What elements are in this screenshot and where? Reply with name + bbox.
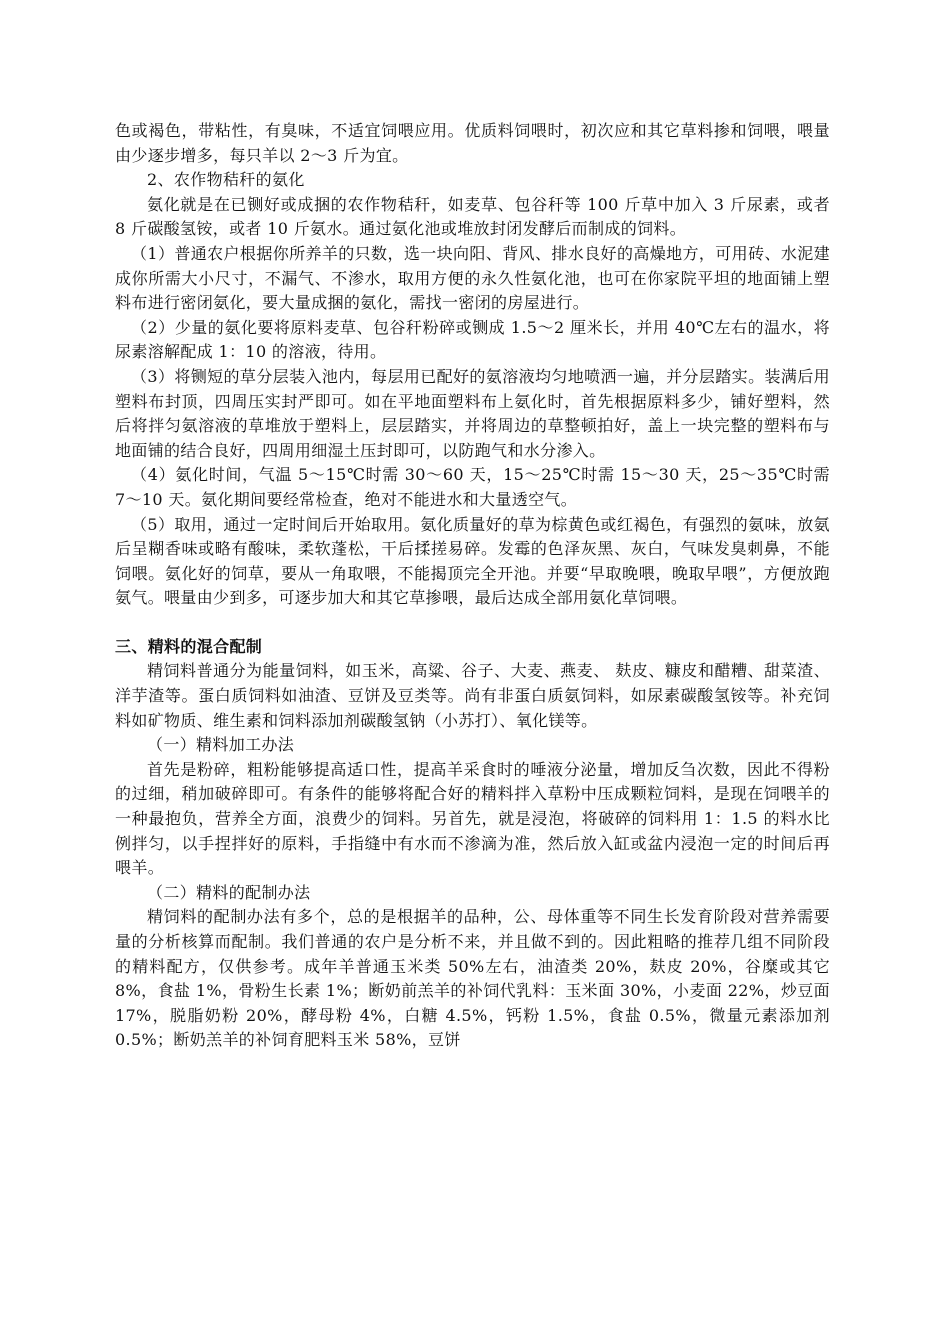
paragraph-step-2: （2）少量的氨化要将原料麦草、包谷秆粉碎或铡成 1.5～2 厘米长，并用 40℃左右的温水，将尿素溶解配成 1：10 的溶液，待用。 bbox=[115, 317, 830, 362]
subheading-processing: （一）精料加工办法 bbox=[147, 735, 295, 755]
section-spacer bbox=[115, 611, 830, 635]
paragraph-step-4: （4）氨化时间，气温 5～15℃时需 30～60 天，15～25℃时需 15～30 天，25～35℃时需 7～10 天。氨化期间要经常检查，绝对不能进水和大量透空气。 bbox=[115, 465, 830, 509]
document-page bbox=[115, 119, 830, 1053]
paragraph-continued: 色或褐色，带粘性，有臭味，不适宜饲喂应用。优质料饲喂时，初次应和其它草料掺和饲喂，喂量由少逐步增多，每只羊以 2～3 斤为宜。 bbox=[115, 121, 830, 165]
paragraph-step-3: （3）将铡短的草分层装入池内，每层用已配好的氨溶液均匀地喷洒一遍，并分层踏实。装满后用塑料布封顶，四周压实封严即可。如在平地面塑料布上氨化时，首先根据原料多少，铺好塑料，然后将拌匀氨溶液的草堆放于塑料上，层层踏实，并将周边的草整顿拍好，盖上一块完整的塑料布与地面铺的结合良好，四周用细湿土压封即可，以防跑气和水分渗入。 bbox=[115, 366, 830, 460]
paragraph-ammoniation-intro: 氨化就是在已铡好或成捆的农作物秸秆，如麦草、包谷秆等 100 斤草中加入 3 斤尿素，或者 8 斤碳酸氢铵，或者 10 斤氨水。通过氨化池或堆放封闭发酵后而制成的饲料。 bbox=[115, 194, 830, 239]
subheading-ammoniation: 2、农作物秸秆的氨化 bbox=[147, 170, 305, 190]
subheading-formulation: （二）精料的配制办法 bbox=[147, 882, 311, 902]
paragraph-concentrate-types: 精饲料普通分为能量饲料，如玉米，高粱、谷子、大麦、燕麦、 麸皮、糠皮和醋糟、甜菜渣、洋芋渣等。蛋白质饲料如油渣、豆饼及豆类等。尚有非蛋白质氨饲料，如尿素碳酸氢铵等。补充饲料如矿物质、维生素和饲料添加剂碳酸氢钠（小苏打）、氧化镁等。 bbox=[115, 661, 830, 730]
paragraph-step-1: （1）普通农户根据你所养羊的只数，选一块向阳、背风、排水良好的高燥地方，可用砖、水泥建成你所需大小尺寸，不漏气、不渗水，取用方便的永久性氨化池，也可在你家院平坦的地面铺上塑料布进行密闭氨化，要大量成捆的氨化，需找一密闭的房屋进行。 bbox=[115, 243, 830, 313]
paragraph-step-5: （5）取用，通过一定时间后开始取用。氨化质量好的草为棕黄色或红褐色，有强烈的氨味，放氨后呈糊香味或略有酸味，柔软蓬松，干后揉搓易碎。发霉的色泽灰黑、灰白，气味发臭刺鼻，不能饲喂。氨化好的饲草，要从一角取喂，不能揭顶完全开池。并要“早取晚喂，晚取早喂”，方便放跑氨气。喂量由少到多，可逐步加大和其它草掺喂，最后达成全部用氨化草饲喂。 bbox=[115, 514, 830, 608]
paragraph-processing: 首先是粉碎，粗粉能够提高适口性，提高羊采食时的唾液分泌量，增加反刍次数，因此不得粉的过细，稍加破碎即可。有条件的能够将配合好的精料拌入草粉中压成颗粒饲料，是现在饲喂羊的一种最抱负，营养全方面，浪费少的饲料。另首先，就是浸泡，将破碎的饲料用 1：1.5 的料水比例拌匀，以手捏拌好的原料，手指缝中有水而不渗滴为准，然后放入缸或盆内浸泡一定的时间后再喂羊。 bbox=[115, 759, 830, 878]
section-heading: 三、精料的混合配制 bbox=[115, 636, 263, 656]
paragraph-formulation: 精饲料的配制办法有多个，总的是根据羊的品种，公、母体重等不同生长发育阶段对营养需要量的分析核算而配制。我们普通的农户是分析不来，并且做不到的。因此粗略的推荐几组不同阶段的精料配方，仅供参考。成年羊普通玉米类 50%左右，油渣类 20%，麸皮 20%，谷糜或其它 8%，食盐 1%，骨粉生长素 1%；断奶前羔羊的补饲代乳料：玉米面 30%，小麦面 22%，炒豆面 17%，脱脂奶粉 20%，酵母粉 4%，白糖 4.5%，钙粉 1.5%，食盐 0.5%，微量元素添加剂 0.5%；断奶羔羊的补饲育肥料玉米 58%，豆饼 bbox=[115, 907, 830, 1050]
